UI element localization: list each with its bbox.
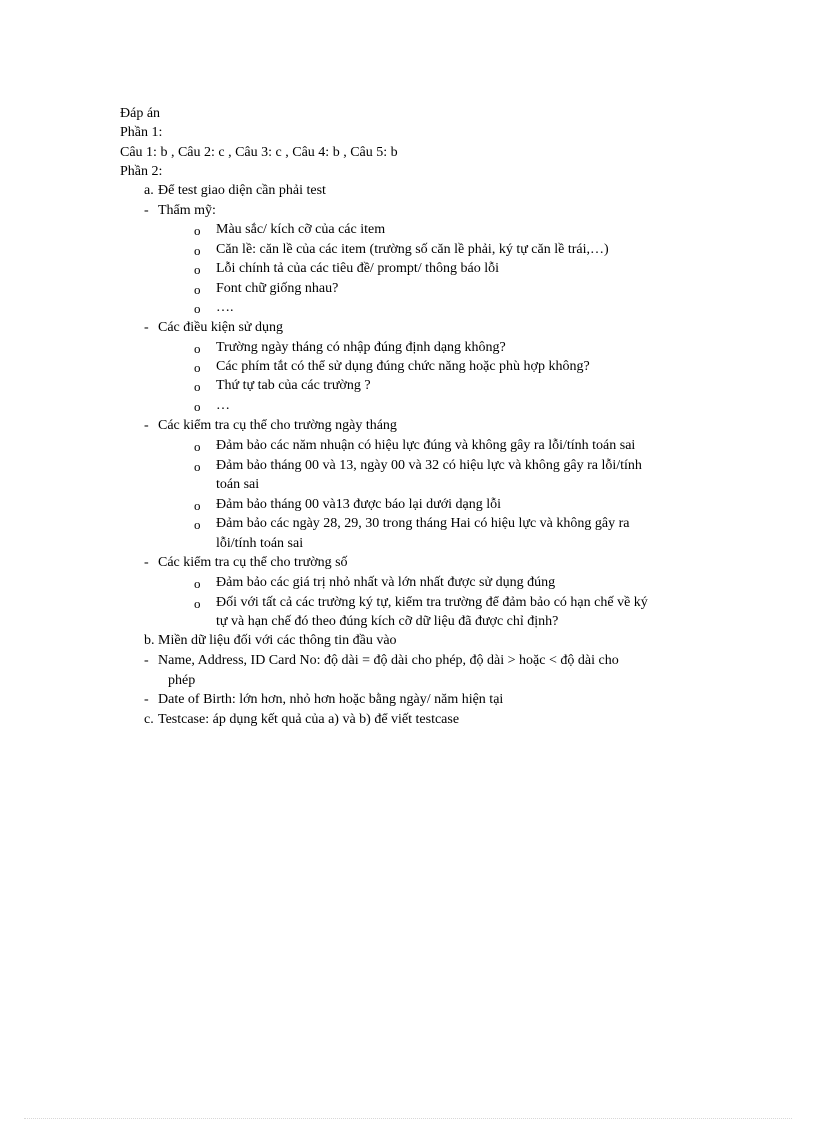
list-item-continuation: phép	[168, 673, 196, 688]
group-dash: -	[144, 203, 149, 218]
group-title: Các điều kiện sử dụng	[158, 320, 284, 335]
list-item-continuation: lỗi/tính toán sai	[216, 536, 304, 551]
group-title: Thẩm mỹ:	[158, 203, 216, 218]
bullet-icon: o	[194, 301, 201, 316]
item-dash: -	[144, 653, 149, 668]
list-item-continuation: tự và hạn chế đó theo đúng kích cỡ dữ liệu đã được chỉ định?	[216, 614, 559, 629]
part1-answers: Câu 1: b , Câu 2: c , Câu 3: c , Câu 4: b , Câu 5: b	[120, 145, 398, 160]
list-item: Màu sắc/ kích cỡ của các item	[216, 222, 386, 237]
list-item: …	[216, 398, 230, 413]
list-item: Date of Birth: lớn hơn, nhỏ hơn hoặc bằng ngày/ năm hiện tại	[158, 692, 504, 707]
list-item: Đảm bảo tháng 00 và13 được báo lại dưới dạng lỗi	[216, 497, 502, 512]
section-b-title: Miền dữ liệu đối với các thông tin đầu vào	[158, 633, 397, 648]
list-item: Font chữ giống nhau?	[216, 281, 339, 296]
section-b-label: b.	[144, 633, 155, 648]
bullet-icon: o	[194, 596, 201, 611]
section-a-title: Để test giao diện cần phải test	[158, 183, 326, 198]
list-item: Các phím tắt có thể sử dụng đúng chức năng hoặc phù hợp không?	[216, 359, 590, 374]
bullet-icon: o	[194, 498, 201, 513]
list-item: Name, Address, ID Card No: độ dài = độ dài cho phép, độ dài > hoặc < độ dài cho	[158, 653, 619, 668]
list-item: Đảm bảo các giá trị nhỏ nhất và lớn nhất được sử dụng đúng	[216, 575, 556, 590]
part2-heading: Phần 2:	[120, 164, 163, 179]
bullet-icon: o	[194, 576, 201, 591]
bullet-icon: o	[194, 341, 201, 356]
list-item: Đối với tất cả các trường ký tự, kiểm tra trường để đảm bảo có hạn chế về ký	[216, 595, 648, 610]
list-item-continuation: toán sai	[216, 477, 260, 492]
list-item: Lỗi chính tả của các tiêu đề/ prompt/ thông báo lỗi	[216, 261, 500, 276]
group-dash: -	[144, 320, 149, 335]
bullet-icon: o	[194, 262, 201, 277]
list-item: ….	[216, 300, 234, 315]
list-item: Thứ tự tab của các trường ?	[216, 378, 371, 393]
doc-title: Đáp án	[120, 106, 161, 121]
group-title: Các kiểm tra cụ thể cho trường ngày tháng	[158, 418, 397, 433]
list-item: Đảm bảo các năm nhuận có hiệu lực đúng và không gây ra lỗi/tính toán sai	[216, 438, 636, 453]
bullet-icon: o	[194, 282, 201, 297]
bullet-icon: o	[194, 399, 201, 414]
list-item: Đảm bảo tháng 00 và 13, ngày 00 và 32 có hiệu lực và không gây ra lỗi/tính	[216, 458, 642, 473]
bullet-icon: o	[194, 439, 201, 454]
list-item: Trường ngày tháng có nhập đúng định dạng không?	[216, 340, 506, 355]
group-dash: -	[144, 418, 149, 433]
group-title: Các kiểm tra cụ thể cho trường số	[158, 555, 348, 570]
bullet-icon: o	[194, 517, 201, 532]
section-c-title: Testcase: áp dụng kết quả của a) và b) để viết testcase	[158, 712, 460, 727]
group-dash: -	[144, 555, 149, 570]
page-bottom-border	[24, 1118, 792, 1119]
section-c-label: c.	[144, 712, 154, 727]
list-item: Căn lề: căn lề của các item (trường số căn lề phải, ký tự căn lề trái,…)	[216, 242, 609, 257]
bullet-icon: o	[194, 243, 201, 258]
section-a-label: a.	[144, 183, 154, 198]
item-dash: -	[144, 692, 149, 707]
bullet-icon: o	[194, 223, 201, 238]
bullet-icon: o	[194, 459, 201, 474]
bullet-icon: o	[194, 379, 201, 394]
list-item: Đảm bảo các ngày 28, 29, 30 trong tháng Hai có hiệu lực và không gây ra	[216, 516, 630, 531]
bullet-icon: o	[194, 360, 201, 375]
part1-heading: Phần 1:	[120, 125, 163, 140]
